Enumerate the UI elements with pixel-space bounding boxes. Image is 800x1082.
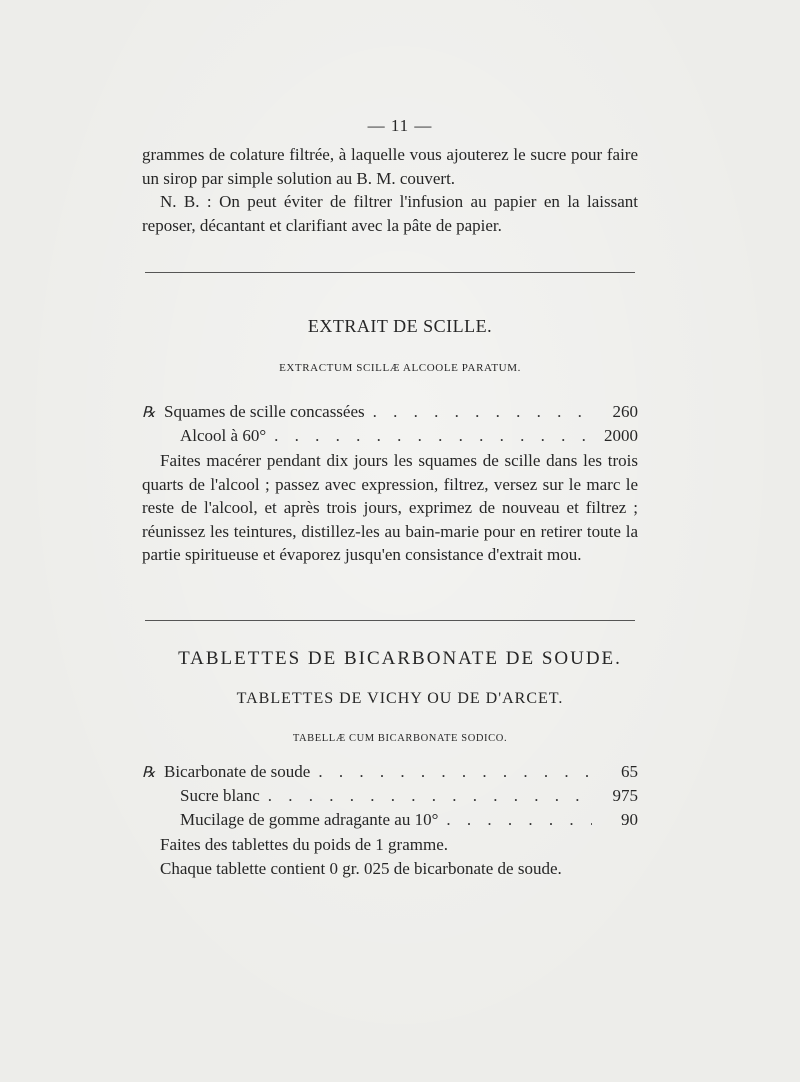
leader-dots [365, 400, 592, 424]
ingredient-row [142, 424, 638, 448]
recipe-symbol-icon: ℞ [142, 405, 156, 421]
ingredient-name: Sucre blanc [180, 786, 260, 805]
intro-paragraph-2: N. B. : On peut éviter de filtrer l'infusion au papier en la laissant reposer, décantant et clarifiant avec la pâte de papier. [142, 192, 638, 235]
ingredient-row [142, 760, 638, 784]
recipe-symbol-icon: ℞ [142, 765, 156, 781]
ingredient-quantity: 975 [612, 786, 638, 805]
intro-text [142, 143, 638, 237]
ingredient-row [142, 784, 638, 808]
section-subtitle-tablettes: TABLETTES DE VICHY OU DE D'ARCET. [236, 690, 564, 707]
scille-instructions [142, 449, 638, 567]
leader-dots [266, 424, 592, 448]
ingredient-quantity: 90 [621, 810, 638, 829]
tablettes-instructions [142, 833, 638, 880]
section-divider-2 [145, 620, 635, 621]
latin-title-scille: EXTRACTUM SCILLÆ ALCOOLE PARATUM. [279, 362, 521, 374]
ingredient-quantity: 2000 [604, 426, 638, 445]
ingredient-row [142, 808, 638, 832]
page-number: — 11 — [367, 116, 433, 135]
tablettes-line-2: Chaque tablette contient 0 gr. 025 de bicarbonate de soude. [160, 858, 562, 878]
ingredient-name: Bicarbonate de soude [164, 762, 311, 781]
scille-instructions-text: Faites macérer pendant dix jours les squames de scille dans les trois quarts de l'alcool ; passez avec expression, filtrez, versez sur le marc le reste de l'alcool, et après trois jours, exprimez de nouveau et filtrez ; réunissez les teintures, distillez-les au bain-marie pour en retirer toute la partie spiritueuse et évaporez jusqu'en consistance d'extrait mou. [142, 451, 638, 564]
ingredient-row [142, 400, 638, 424]
section-divider-1 [145, 272, 635, 273]
ingredient-name: Mucilage de gomme adragante au 10° [180, 810, 439, 829]
intro-paragraph-1: grammes de colature filtrée, à laquelle vous ajouterez le sucre pour faire un sirop par simple solution au B. M. couvert. [142, 145, 638, 188]
leader-dots [438, 808, 592, 832]
leader-dots [260, 784, 592, 808]
leader-dots [310, 760, 592, 784]
ingredient-name: Alcool à 60° [180, 426, 267, 445]
ingredient-name: Squames de scille concassées [164, 402, 365, 421]
section-title-tablettes: TABLETTES DE BICARBONATE DE SOUDE. [178, 648, 622, 669]
tablettes-line-1: Faites des tablettes du poids de 1 gramme. [160, 835, 448, 854]
ingredient-quantity: 65 [621, 762, 638, 781]
latin-title-tablettes: TABELLÆ CUM BICARBONATE SODICO. [292, 733, 508, 744]
ingredient-quantity: 260 [612, 402, 638, 421]
section-title-scille: EXTRAIT DE SCILLE. [307, 316, 493, 336]
